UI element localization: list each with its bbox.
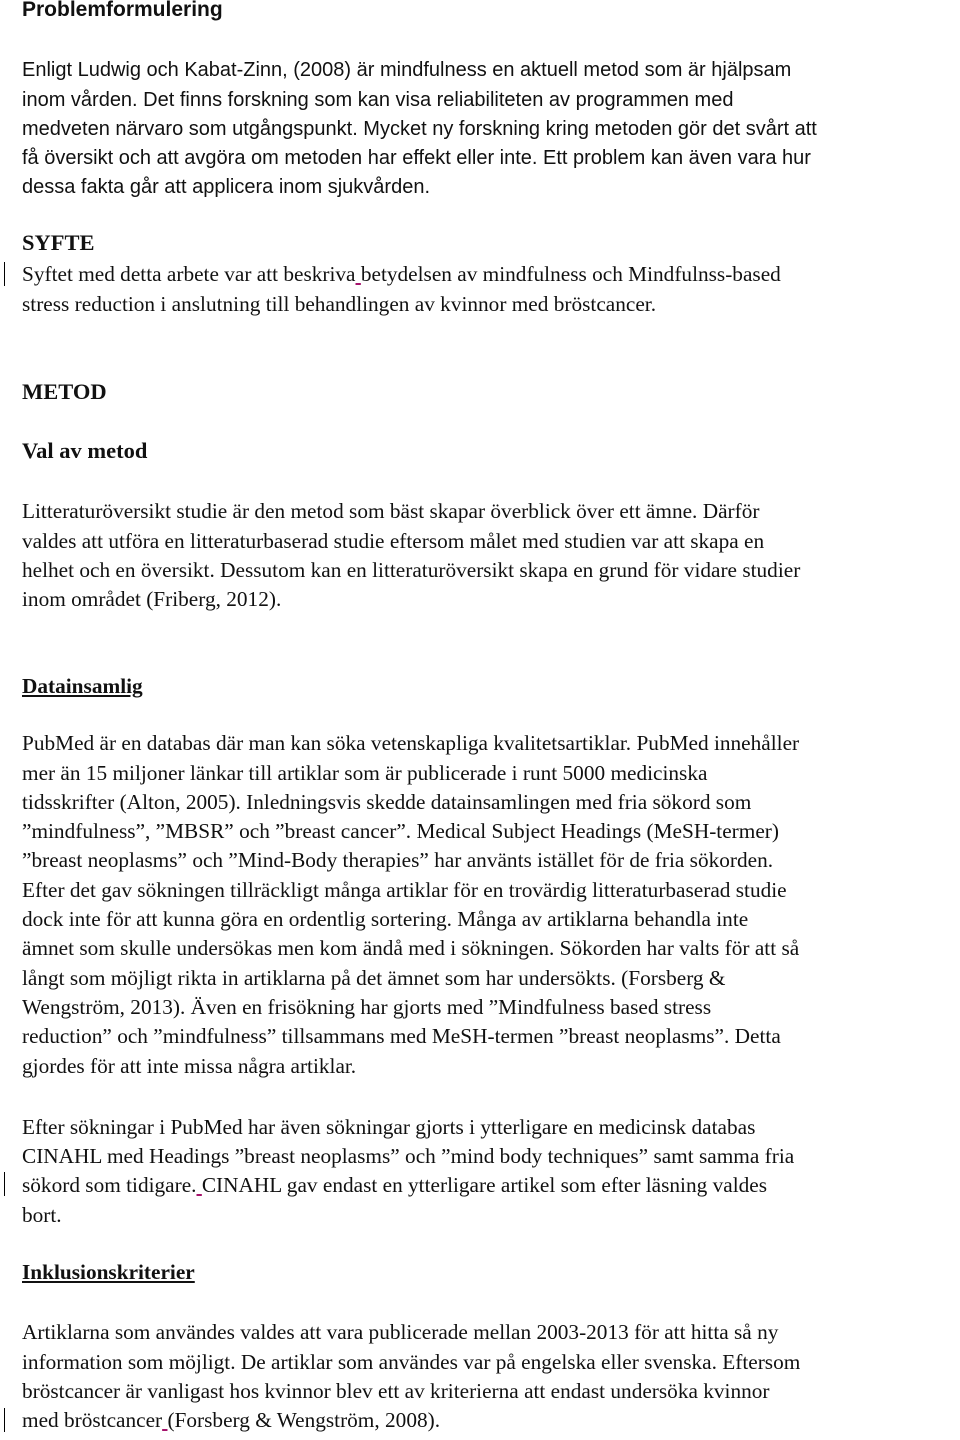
paragraph-line: [22, 260, 960, 289]
paragraph-line: CINAHL med Headings ”breast neoplasms” och ”mind body techniques” samt samma fria: [22, 1144, 795, 1168]
paragraph-line: långt som möjligt rikta in artiklarna på det ämnet som har undersökts. (Forsberg &: [22, 966, 726, 990]
section-heading-metod: METOD: [22, 379, 107, 404]
paragraph-line: stress reduction i anslutning till behandlingen av kvinnor med bröstcancer.: [22, 292, 657, 316]
paragraph-line: tidsskrifter (Alton, 2005). Inledningsvis skedde datainsamlingen med fria sökord som: [22, 790, 752, 814]
paragraph-line: dessa fakta går att applicera inom sjukvården.: [22, 176, 430, 198]
text-run: sökord som tidigare.: [22, 1173, 197, 1197]
paragraph-line: ”mindfulness”, ”MBSR” och ”breast cancer”. Medical Subject Headings (MeSH-termer): [22, 819, 779, 843]
paragraph-line: inom vården. Det finns forskning som kan visa reliabiliteten av programmen med: [22, 89, 734, 111]
paragraph-line: ”breast neoplasms” och ”Mind-Body therapies” har använts istället för de fria sökorden.: [22, 848, 774, 872]
paragraph-line: Enligt Ludwig och Kabat-Zinn, (2008) är mindfulness en aktuell metod som är hjälpsam: [22, 59, 792, 81]
paragraph-line: medveten närvaro som utgångspunkt. Mycket ny forskning kring metoden gör det svårt att: [22, 118, 817, 140]
paragraph-line: valdes att utföra en litteraturbaserad studie eftersom målet med studien var att skapa en: [22, 529, 765, 553]
paragraph-line: Efter sökningar i PubMed har även sökningar gjorts i ytterligare en medicinsk databas: [22, 1115, 756, 1139]
text-run: (Forsberg & Wengström, 2008).: [167, 1408, 441, 1432]
paragraph-line: information som möjligt. De artiklar som användes var på engelska eller svenska. Eftersom: [22, 1350, 801, 1374]
text-run: CINAHL gav endast en ytterligare artikel som efter läsning valdes: [201, 1173, 767, 1197]
text-run: Syftet med detta arbete var att beskriva: [22, 262, 356, 286]
paragraph-line: Artiklarna som användes valdes att vara publicerade mellan 2003-2013 för att hitta så ny: [22, 1320, 779, 1344]
text-run: med bröstcancer: [22, 1408, 163, 1432]
paragraph-line: PubMed är en databas där man kan söka vetenskapliga kvalitetsartiklar. PubMed innehåller: [22, 731, 800, 755]
paragraph-line: gjordes för att inte missa några artiklar.: [22, 1054, 357, 1078]
subsection-heading-val-av-metod: Val av metod: [22, 438, 148, 463]
paragraph-line: helhet och en översikt. Dessutom kan en litteraturöversikt skapa en grund för vidare studier: [22, 558, 801, 582]
paragraph-line: mer än 15 miljoner länkar till artiklar som är publicerade i runt 5000 medicinska: [22, 761, 708, 785]
paragraph-line: få översikt och att avgöra om metoden har effekt eller inte. Ett problem kan även vara hur: [22, 147, 811, 169]
paragraph-line: ämnet som skulle undersökas men kom ändå med i sökningen. Sökorden har valts för att så: [22, 936, 800, 960]
paragraph-line: [22, 1406, 960, 1435]
paragraph-line: bort.: [22, 1203, 62, 1227]
section-heading-syfte: SYFTE: [22, 230, 95, 255]
paragraph-line: bröstcancer är vanligast hos kvinnor blev ett av kriterierna att endast undersöka kvinnor: [22, 1379, 770, 1403]
paragraph-line: Litteraturöversikt studie är den metod som bäst skapar överblick över ett ämne. Därför: [22, 499, 760, 523]
paragraph-line: dock inte för att kunna göra en ordentlig sortering. Många av artiklarna behandla inte: [22, 907, 749, 931]
paragraph-line: Efter det gav sökningen tillräckligt många artiklar för en trovärdig litteraturbaserad studie: [22, 878, 787, 902]
revision-change-bar: [4, 1172, 5, 1196]
section-heading-problemformulering: Problemformulering: [22, 0, 223, 21]
revision-change-bar: [4, 262, 5, 286]
revision-change-bar: [4, 1408, 5, 1432]
subsection-heading-datainsamlig: Datainsamlig: [22, 674, 143, 698]
subsection-heading-inklusionskriterier: Inklusionskriterier: [22, 1260, 195, 1284]
paragraph-line: reduction” och ”mindfulness” tillsammans med MeSH-termen ”breast neoplasms”. Detta: [22, 1024, 781, 1048]
paragraph-line: Wengström, 2013). Även en frisökning har gjorts med ”Mindfulness based stress: [22, 995, 712, 1019]
paragraph-line: [22, 1171, 960, 1200]
text-run: betydelsen av mindfulness och Mindfulnss-based: [360, 262, 781, 286]
paragraph-line: inom området (Friberg, 2012).: [22, 587, 282, 611]
